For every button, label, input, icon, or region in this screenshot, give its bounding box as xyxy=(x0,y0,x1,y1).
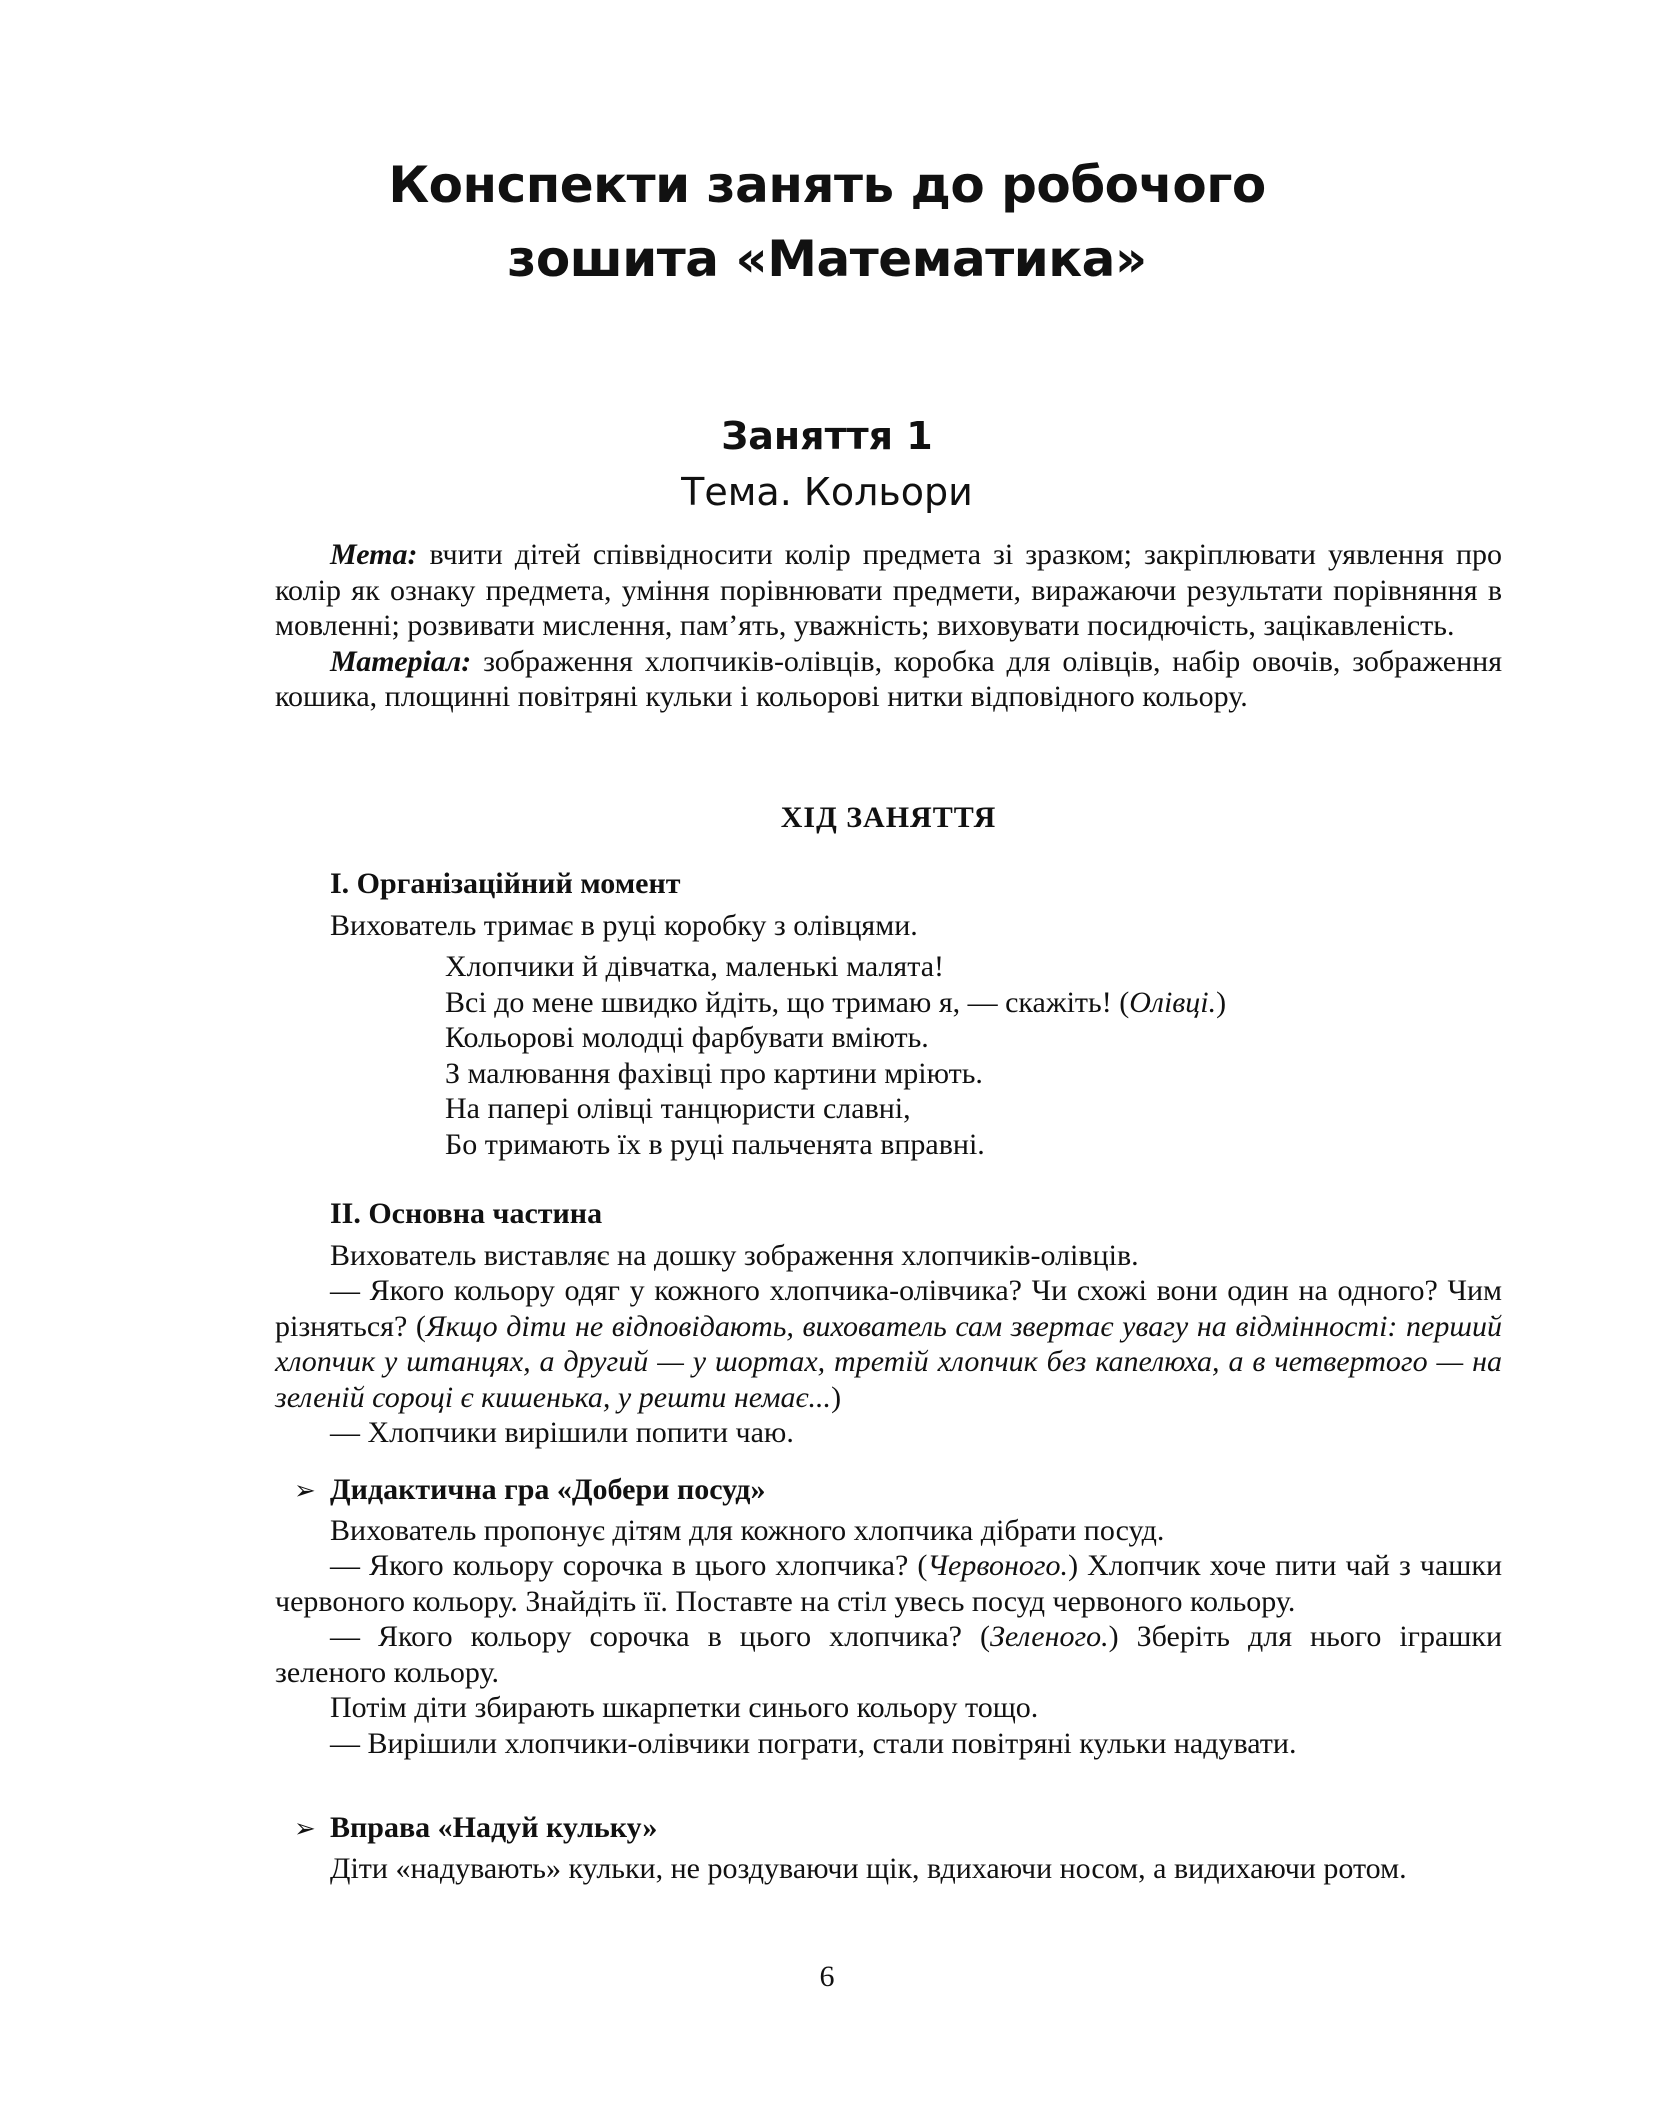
section-2-heading: ІІ. Основна частина xyxy=(330,1197,603,1230)
material-text: зображення хлопчиків-олівців, коробка для олівців, набір овочів, зображення кошика, площинні повітряні кульки і кольорові нитки відповідного кольору. xyxy=(275,644,1502,713)
title-line-1: Конспекти занять до робочого xyxy=(388,156,1266,214)
section-2 xyxy=(275,1196,1502,1451)
didactic-game xyxy=(275,1472,1502,1761)
course-heading: ХІД ЗАНЯТТЯ xyxy=(780,801,997,834)
game-p1: Вихователь пропонує дітям для кожного хлопчика дібрати посуд. xyxy=(330,1513,1165,1547)
poem-line: Всі до мене швидко йдіть, що тримаю я, — скажіть! (Олівці.) xyxy=(445,985,1227,1019)
goal-label: Мета: xyxy=(330,538,418,571)
lesson-topic: Тема. Кольори xyxy=(681,470,973,514)
game-title: Дидактична гра «Добери посуд» xyxy=(330,1473,766,1506)
page-number: 6 xyxy=(819,1960,835,1993)
poem-answer: Олівці. xyxy=(1129,985,1217,1019)
exercise-p1: Діти «надувають» кульки, не роздуваючи щік, вдихаючи носом, а видихаючи ротом. xyxy=(330,1851,1407,1885)
poem-line: З малювання фахівці про картини мріють. xyxy=(445,1056,983,1090)
teacher-note: Якщо діти не відповідають, вихователь сам звертає увагу на відмінності: перший хлопчик у штанцях, а другий — у шортах, третій хлопчик без капелюха, а в четвертого — на зеленій сороці є кишенька, у решти немає... xyxy=(275,1309,1502,1414)
section-2-p2: — Якого кольору одяг у кожного хлопчика-олівчика? Чи схожі вони один на одного? Чим різняться? (Якщо діти не відповідають, вихователь сам звертає увагу на відмінності: перший хлопчик у штанцях, а другий — у шортах, третій хлопчик без капелюха, а в четвертого — на зеленій сороці є кишенька, у решти немає...) xyxy=(275,1274,1502,1414)
intro-block xyxy=(275,537,1502,715)
material-label: Матеріал: xyxy=(330,644,472,678)
arrow-bullet-icon: ➢ xyxy=(294,1476,316,1506)
poem-line: Бо тримають їх в руці пальченята вправні. xyxy=(445,1127,985,1161)
material-paragraph xyxy=(275,644,1502,715)
goal-text: вчити дітей співвідносити колір предмета зі зразком; закріплювати уявлення про колір як ознаку предмета, уміння порівнювати предмети, виражаючи результати порівняння в мовленні; розвивати мислення, пам’ять, уважність; виховувати посидючість, зацікавленість. xyxy=(275,538,1502,642)
section-1-intro: Вихователь тримає в руці коробку з олівцями. xyxy=(330,908,918,942)
poem-line: Хлопчики й дівчатка, маленькі малята! xyxy=(445,950,945,983)
game-p2: — Якого кольору сорочка в цього хлопчика? (Червоного.) Хлопчик хоче пити чай з чашки червоного кольору. Знайдіть її. Поставте на стіл увесь посуд червоного кольору. xyxy=(275,1549,1502,1618)
exercise xyxy=(275,1810,1502,1886)
section-1 xyxy=(275,866,1502,1162)
answer-green: Зеленого. xyxy=(990,1620,1109,1653)
section-2-p3: — Хлопчики вирішили попити чаю. xyxy=(330,1416,794,1449)
game-p3: — Якого кольору сорочка в цього хлопчика? (Зеленого.) Зберіть для нього іграшки зеленого кольору. xyxy=(275,1620,1503,1689)
poem xyxy=(275,949,1502,1162)
arrow-bullet-icon: ➢ xyxy=(294,1814,316,1844)
game-p5: — Вирішили хлопчики-олівчики пограти, стали повітряні кульки надувати. xyxy=(330,1726,1297,1760)
game-p4: Потім діти збирають шкарпетки синього кольору тощо. xyxy=(330,1691,1039,1724)
section-1-heading: І. Організаційний момент xyxy=(330,867,681,900)
document-title xyxy=(0,148,1654,296)
game-heading xyxy=(275,1472,1502,1510)
answer-red: Червоного. xyxy=(927,1549,1069,1582)
goal-paragraph xyxy=(275,537,1502,644)
exercise-heading xyxy=(275,1810,1502,1848)
poem-line: Кольорові молодці фарбувати вміють. xyxy=(445,1021,929,1054)
lesson-number: Заняття 1 xyxy=(721,414,933,458)
exercise-title: Вправа «Надуй кульку» xyxy=(330,1811,658,1844)
title-line-2: зошита «Математика» xyxy=(507,230,1147,288)
section-2-p1: Вихователь виставляє на дошку зображення хлопчиків-олівців. xyxy=(330,1238,1139,1272)
poem-line: На папері олівці танцюристи славні, xyxy=(445,1092,911,1125)
